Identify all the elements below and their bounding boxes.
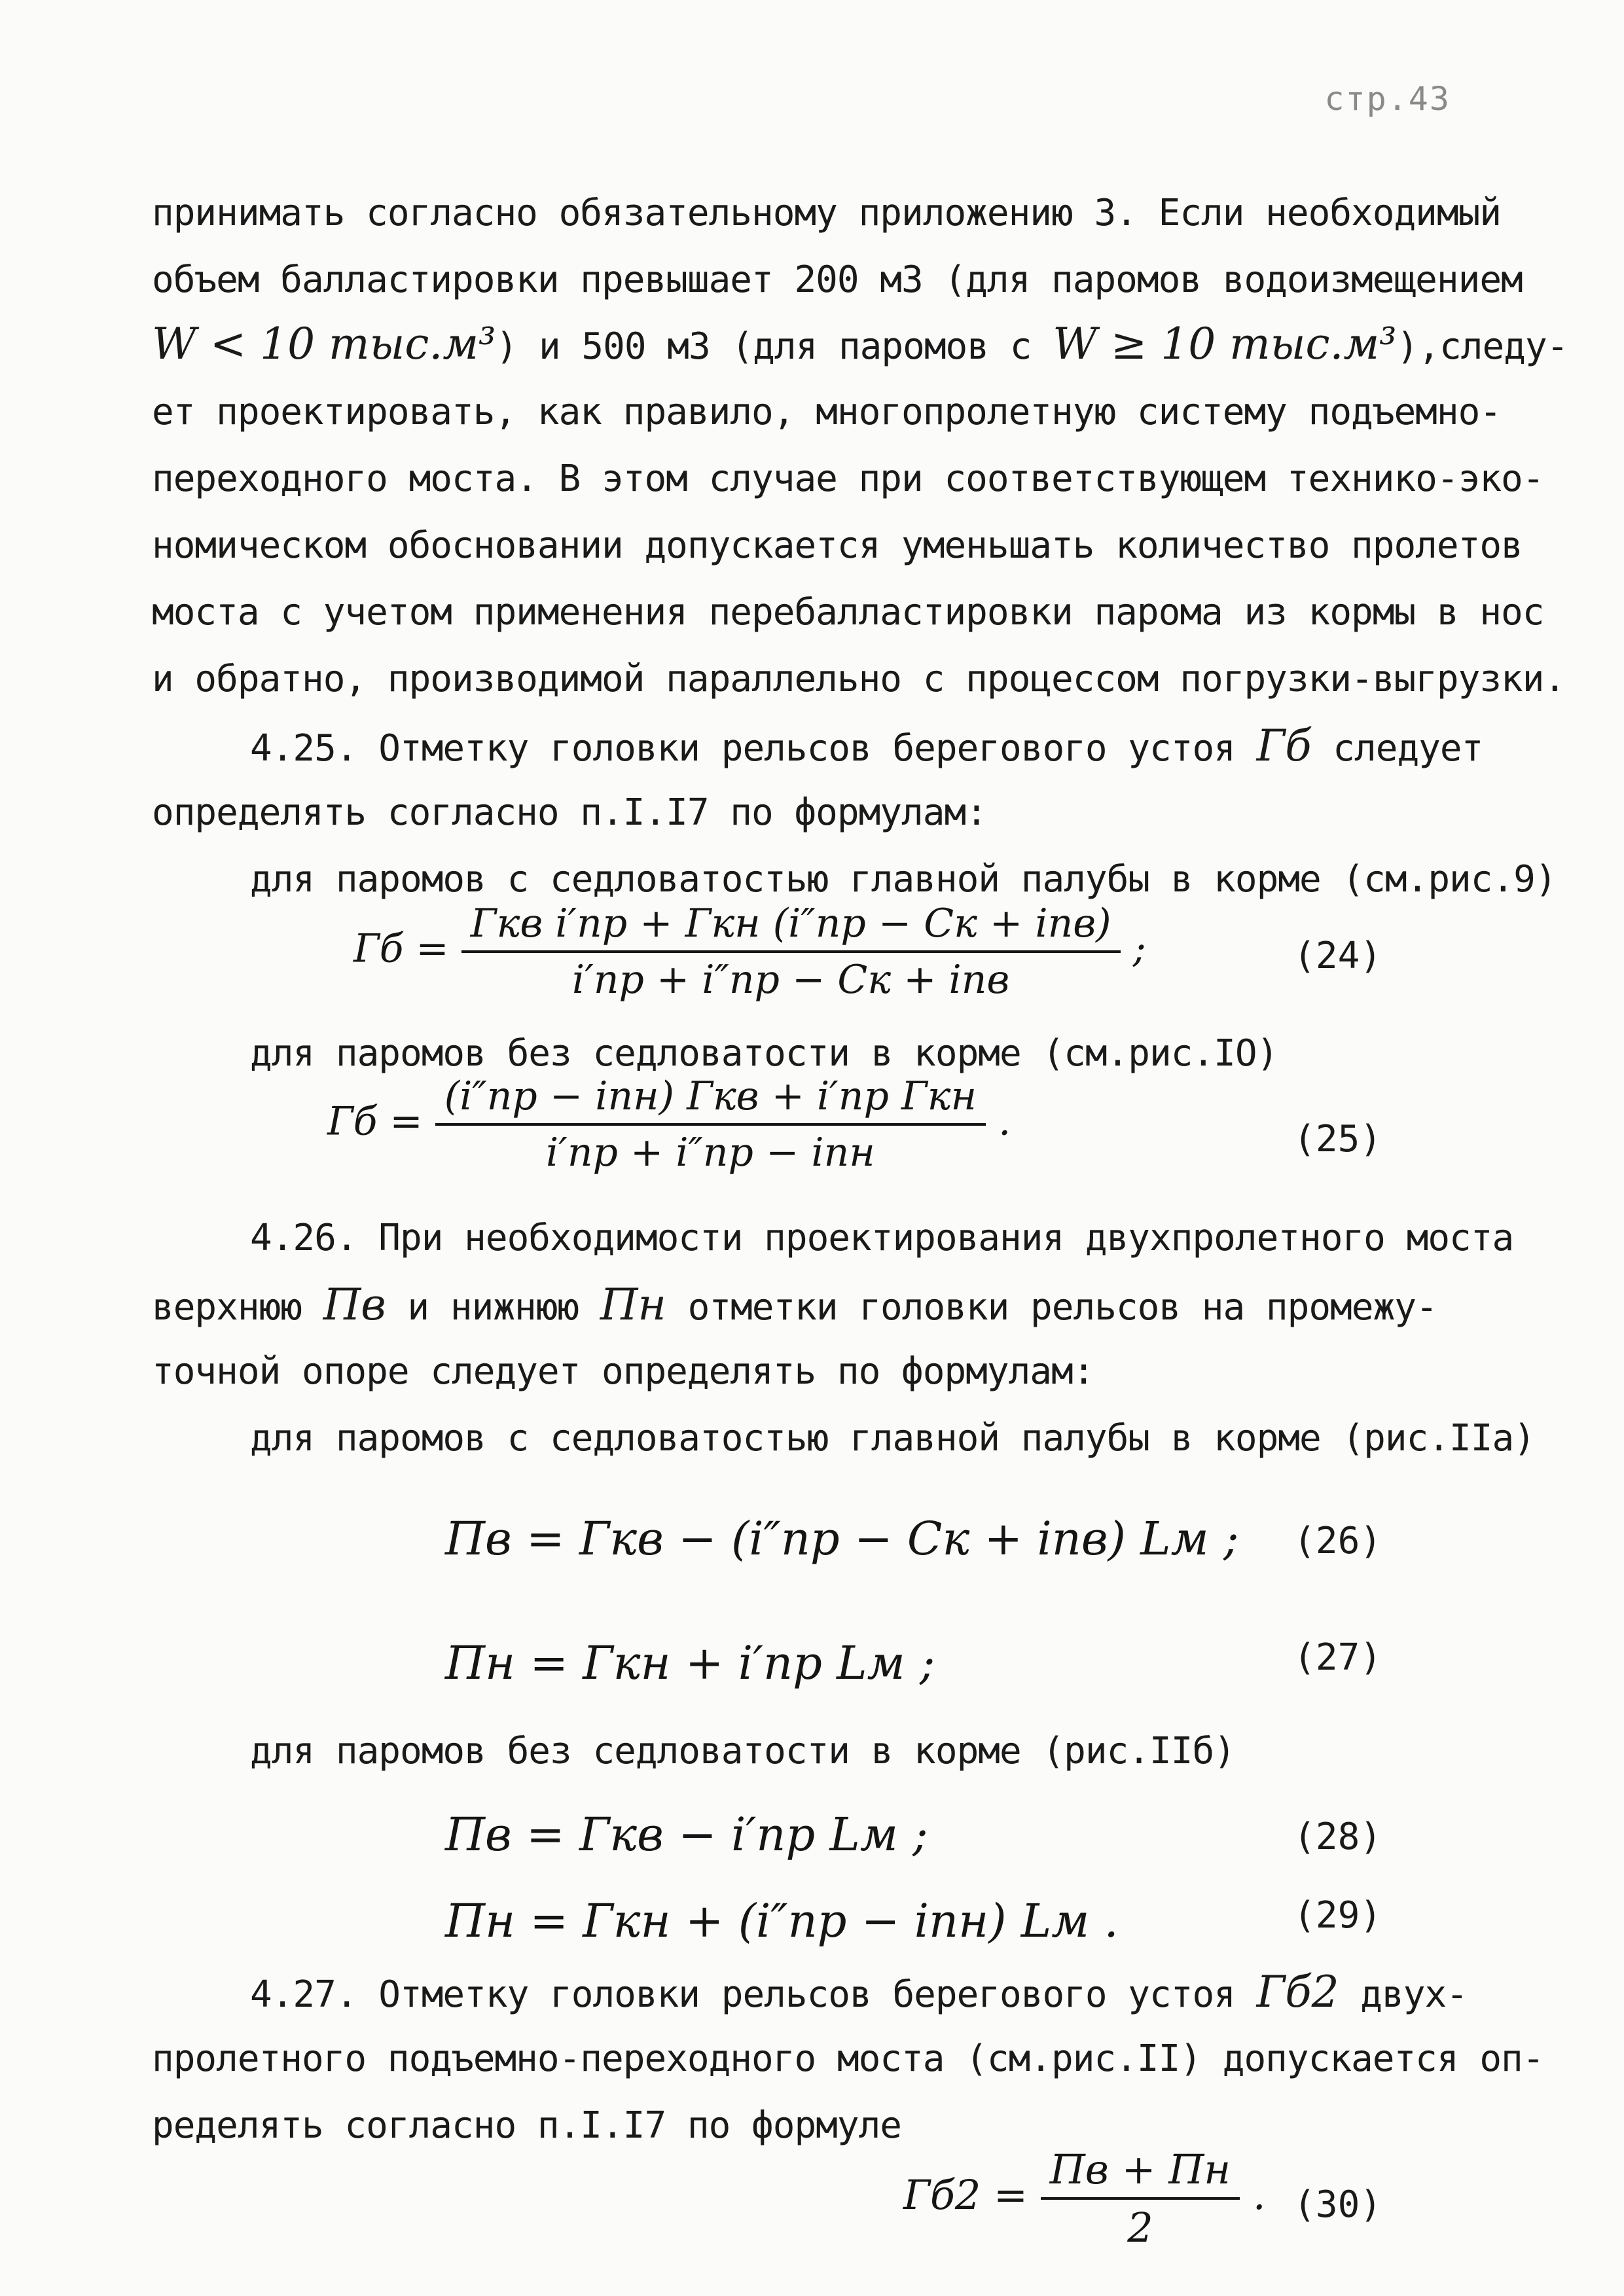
text-line	[152, 1282, 1437, 1331]
text-line	[250, 1969, 1468, 2018]
equation-number: (30)	[1293, 2183, 1382, 2226]
text-line: 4.26. При необходимости проектирования двухпролетного моста	[250, 1217, 1514, 1259]
text-span: отметки головки рельсов на промежу-	[666, 1286, 1437, 1329]
text-line: пролетного подъемно-переходного моста (см.рис.II) допускается оп-	[152, 2037, 1544, 2080]
formula-end: .	[998, 1098, 1011, 1145]
text-span: следует	[1311, 727, 1483, 770]
text-line	[152, 321, 1568, 370]
text-line: определять согласно п.I.I7 по формулам:	[152, 791, 987, 834]
fraction-numerator: (i″пр − iпн) Гкв + i′пр Гкн	[435, 1073, 986, 1126]
paragraph-number: 4.25. Отметку головки рельсов берегового устоя	[250, 727, 1257, 770]
inline-formula: W < 10 тыс.м³	[152, 319, 496, 369]
text-line: ределять согласно п.I.I7 по формуле	[152, 2104, 902, 2147]
equation-number: (28)	[1293, 1816, 1382, 1858]
fraction-denominator: 2	[1127, 2204, 1153, 2251]
text-line: точной опоре следует определять по формулам:	[152, 1350, 1094, 1393]
text-span: и нижнюю	[386, 1286, 600, 1329]
fraction-numerator: Гкв i′пр + Гкн (i″пр − Cк + iпв)	[461, 901, 1121, 953]
text-line: переходного моста. В этом случае при соответствующем технико-эко-	[152, 457, 1544, 500]
formula-end: ;	[1132, 925, 1146, 972]
fraction-numerator: Пв + Пн	[1041, 2145, 1240, 2200]
inline-symbol: Пв	[323, 1280, 386, 1330]
text-span: верхнюю	[152, 1286, 323, 1329]
fraction	[1041, 2145, 1240, 2251]
text-span: ) и 500 м3 (для паромов с	[496, 325, 1053, 368]
inline-symbol: Пн	[600, 1280, 666, 1330]
formula-26: Пв = Гкв − (i″пр − Cк + iпв) Lм ;	[445, 1512, 1239, 1566]
equation-number: (26)	[1293, 1520, 1382, 1562]
text-line: номическом обосновании допускается уменьшать количество пролетов	[152, 524, 1523, 567]
equation-number: (27)	[1293, 1636, 1382, 1679]
text-line: для паромов без седловатости в корме (см.рис.IO)	[250, 1032, 1278, 1075]
text-line	[250, 723, 1483, 772]
text-line: для паромов с седловатостью главной палубы в корме (рис.IIа)	[250, 1417, 1535, 1460]
fraction-denominator: i′пр + i″пр − Cк + iпв	[572, 957, 1010, 1003]
inline-symbol: Гб2	[1256, 1967, 1339, 2017]
page-number: стр.43	[1324, 80, 1451, 118]
text-span: ),следу-	[1396, 325, 1568, 368]
text-line: ет проектировать, как правило, многопролетную систему подъемно-	[152, 391, 1502, 433]
formula-lhs: Гб2 =	[903, 2171, 1028, 2219]
formula-25	[327, 1073, 1011, 1175]
paragraph-number: 4.27. Отметку головки рельсов берегового устоя	[250, 1973, 1257, 2016]
formula-lhs: Гб =	[353, 925, 449, 972]
text-span: двух-	[1339, 1973, 1468, 2016]
equation-number: (24)	[1293, 935, 1382, 977]
text-line: для паромов с седловатостью главной палубы в корме (см.рис.9)	[250, 858, 1557, 901]
text-line: принимать согласно обязательному приложению 3. Если необходимый	[152, 192, 1502, 234]
formula-28: Пв = Гкв − i′пр Lм ;	[445, 1808, 928, 1861]
text-line: объем балластировки превышает 200 м3 (для паромов водоизмещением	[152, 259, 1523, 301]
formula-24	[353, 901, 1146, 1003]
formula-27: Пн = Гкн + i′пр Lм ;	[445, 1636, 935, 1690]
equation-number: (29)	[1293, 1894, 1382, 1937]
fraction-denominator: i′пр + i″пр − iпн	[546, 1130, 875, 1175]
formula-30	[903, 2145, 1266, 2251]
fraction	[461, 901, 1121, 1003]
fraction	[435, 1073, 986, 1175]
formula-lhs: Гб =	[327, 1098, 423, 1145]
text-line: моста с учетом применения перебалластировки парома из кормы в нос	[152, 591, 1544, 634]
inline-formula: W ≥ 10 тыс.м³	[1053, 319, 1397, 369]
equation-number: (25)	[1293, 1118, 1382, 1160]
formula-29: Пн = Гкн + (i″пр − iпн) Lм .	[445, 1894, 1119, 1948]
inline-symbol: Гб	[1256, 721, 1312, 771]
text-line: для паромов без седловатости в корме (рис.IIб)	[250, 1730, 1235, 1772]
formula-end: .	[1252, 2171, 1266, 2219]
text-line: и обратно, производимой параллельно с процессом погрузки-выгрузки.	[152, 658, 1566, 700]
